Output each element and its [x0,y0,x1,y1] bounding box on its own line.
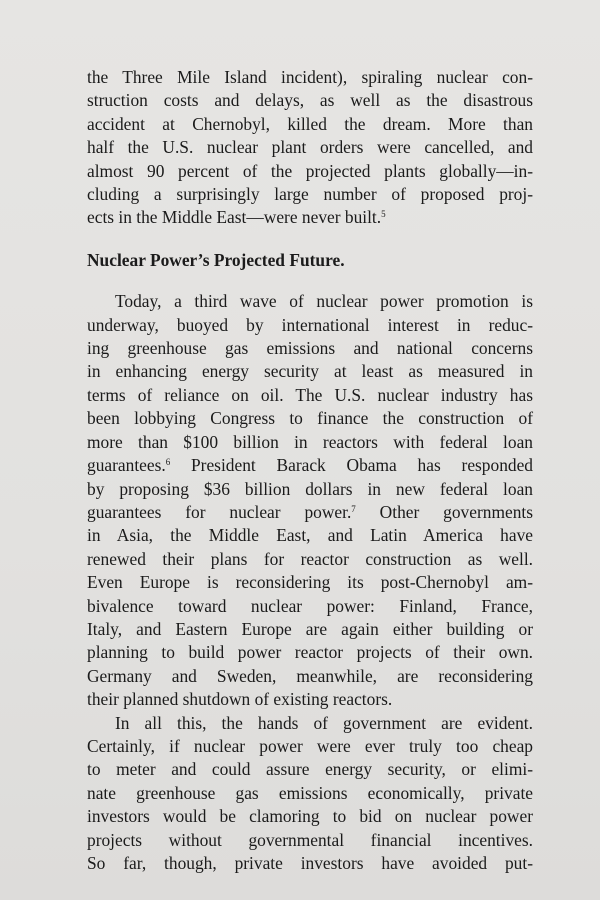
page-text [87,66,533,875]
text-line: investors would be clamoring to bid on nuclear power [87,806,533,827]
text-line: to meter and could assure energy security, or elimi- [87,759,533,780]
text-line: the Three Mile Island incident), spiraling nuclear con- [87,67,533,87]
text-line-tail: Other governments [355,501,533,522]
text-line: Italy, and Eastern Europe are again either building or [87,618,533,639]
text-line: struction costs and delays, as well as the disastrous [87,90,533,111]
text-line: their planned shutdown of existing reactors. [87,689,393,710]
text-line [87,206,533,229]
text-line-content: ects in the Middle East—were never built. [87,207,382,228]
text-line: cluding a surprisingly large number of proposed proj- [87,184,533,205]
footnote-marker: 5 [381,209,386,220]
text-line: in Asia, the Middle East, and Latin America have [87,525,533,546]
text-line: In all this, the hands of government are evident. [115,712,533,733]
paragraph-government-hands [87,712,533,876]
text-line: nate greenhouse gas emissions economically, private [87,782,533,803]
section-heading: Nuclear Power’s Projected Future. [87,249,345,270]
text-line: So far, though, private investors have avoided put- [87,853,533,873]
text-line: accident at Chernobyl, killed the dream. More than [87,113,533,134]
text-line: Even Europe is reconsidering its post-Chernobyl am- [87,572,533,593]
text-line: almost 90 percent of the projected plants globally—in- [87,160,533,181]
text-line: ing greenhouse gas emissions and national concerns [87,338,533,359]
paragraph-third-wave [87,290,533,711]
text-line: Today, a third wave of nuclear power promotion is [115,291,533,312]
text-line: Germany and Sweden, meanwhile, are reconsidering [87,665,533,686]
text-line-content: guarantees for nuclear power. [87,501,352,522]
text-line: renewed their plans for reactor construction as well. [87,548,533,569]
text-line: planning to build power reactor projects of their own. [87,642,533,663]
text-line: terms of reliance on oil. The U.S. nuclear industry has [87,384,533,405]
text-line: underway, buoyed by international interest in reduc- [87,314,533,335]
text-line: Certainly, if nuclear power were ever truly too cheap [87,735,533,756]
text-line: in enhancing energy security at least as measured in [87,361,533,382]
text-line: projects without governmental financial incentives. [87,829,533,850]
text-line [87,454,533,477]
paragraph-chernobyl [87,66,533,230]
text-line-content: guarantees. [87,455,166,476]
text-line: more than $100 billion in reactors with federal loan [87,431,533,452]
text-line [87,501,533,524]
text-line: been lobbying Congress to finance the construction of [87,408,533,429]
footnote-marker: 6 [165,457,171,468]
text-line: half the U.S. nuclear plant orders were cancelled, and [87,137,533,158]
text-line: by proposing $36 billion dollars in new federal loan [87,478,533,499]
text-line-tail: President Barack Obama has responded [170,455,533,476]
text-line: bivalence toward nuclear power: Finland, France, [87,595,533,616]
footnote-marker: 7 [351,503,356,514]
